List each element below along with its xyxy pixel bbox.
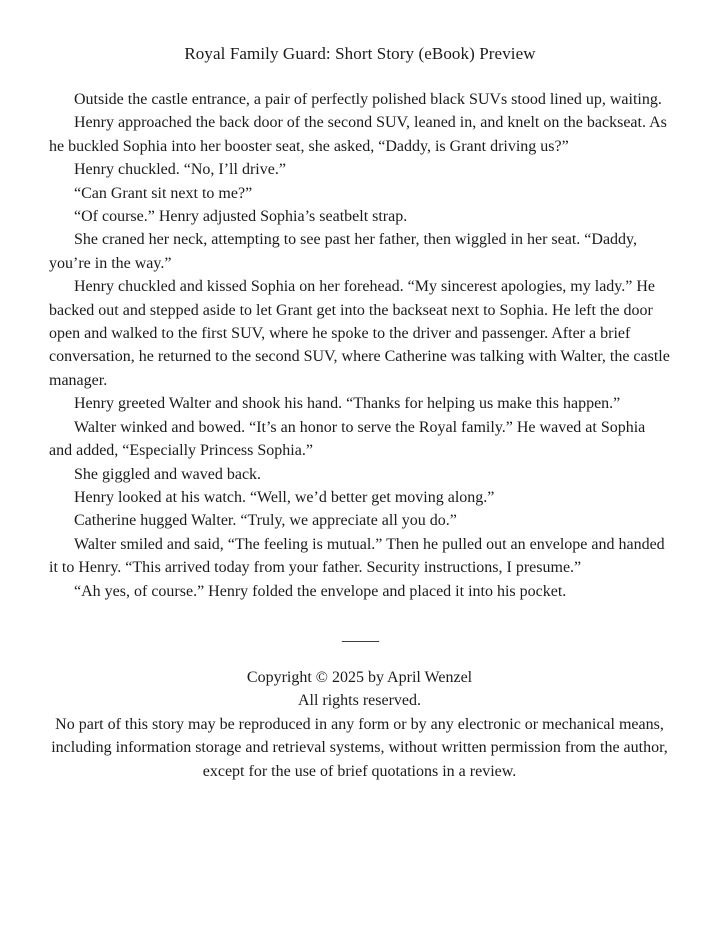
story-paragraph: Henry chuckled and kissed Sophia on her forehead. “My sincerest apologies, my lady.” He backed out and stepped aside to let Grant get into the backseat next to Sophia. He left the door open and walked to the first SUV, where he spoke to the driver and passenger. After a brief conversation, he returned to the second SUV, where Catherine was talking with Walter, the castle manager. [49, 278, 670, 389]
story-paragraph: Catherine hugged Walter. “Truly, we appreciate all you do.” [74, 512, 457, 530]
story-body [49, 88, 670, 603]
story-paragraph: Henry looked at his watch. “Well, we’d better get moving along.” [74, 488, 495, 506]
story-paragraph: Henry chuckled. “No, I’ll drive.” [74, 161, 286, 179]
reproduction-notice: No part of this story may be reproduced in any form or by any electronic or mechanical means, including information storage and retrieval systems, without written permission from the author, except for the use of brief quotations in a review. [51, 715, 668, 780]
story-paragraph: She giggled and waved back. [74, 465, 262, 483]
story-paragraph: “Ah yes, of course.” Henry folded the envelope and placed it into his pocket. [74, 582, 567, 600]
story-paragraph: Walter smiled and said, “The feeling is mutual.” Then he pulled out an envelope and handed it to Henry. “This arrived today from your father. Security instructions, I presume.” [49, 535, 665, 577]
story-paragraph: She craned her neck, attempting to see past her father, then wiggled in her seat. “Daddy, you’re in the way.” [49, 231, 637, 272]
story-paragraph: Henry approached the back door of the second SUV, leaned in, and knelt on the backseat. As he buckled Sophia into her booster seat, she asked, “Daddy, is Grant driving us?” [49, 114, 667, 155]
copyright-block [49, 666, 670, 783]
story-paragraph: “Can Grant sit next to me?” [74, 184, 253, 202]
story-paragraph: Walter winked and bowed. “It’s an honor to serve the Royal family.” He waved at Sophia and added, “Especially Princess Sophia.” [49, 418, 646, 460]
scene-break-divider: —— [342, 629, 378, 651]
story-paragraph: Outside the castle entrance, a pair of perfectly polished black SUVs stood lined up, waiting. [74, 91, 662, 108]
page-title: Royal Family Guard: Short Story (eBook) Preview [184, 44, 536, 63]
copyright-line: Copyright © 2025 by April Wenzel [246, 668, 473, 686]
story-paragraph: “Of course.” Henry adjusted Sophia’s seatbelt strap. [74, 208, 408, 226]
story-paragraph: Henry greeted Walter and shook his hand. “Thanks for helping us make this happen.” [74, 395, 621, 413]
rights-reserved-line: All rights reserved. [297, 692, 422, 710]
